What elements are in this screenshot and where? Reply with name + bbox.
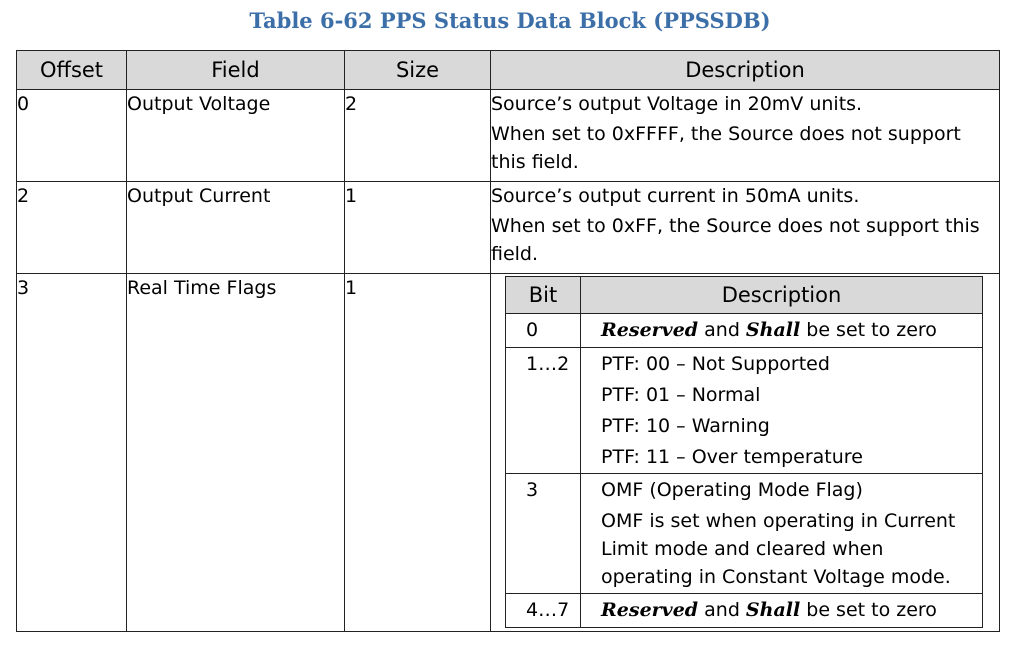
header-offset: Offset bbox=[17, 51, 127, 90]
omf-title: OMF (Operating Mode Flag) bbox=[601, 479, 863, 501]
size-cell: 2 bbox=[345, 90, 491, 182]
shall-text: Shall bbox=[745, 319, 801, 341]
and-text: and bbox=[698, 319, 746, 341]
bit-cell: 1…2 bbox=[506, 348, 581, 474]
flag-row bbox=[506, 314, 983, 348]
field-cell: Output Current bbox=[127, 182, 345, 274]
ptf-line: PTF: 10 – Warning bbox=[601, 415, 770, 437]
and-text: and bbox=[698, 599, 746, 621]
ppssdb-table bbox=[16, 50, 1000, 632]
table-row bbox=[17, 274, 1000, 632]
bit-cell: 3 bbox=[506, 474, 581, 594]
ptf-line: PTF: 01 – Normal bbox=[601, 384, 761, 406]
header-field: Field bbox=[127, 51, 345, 90]
header-size: Size bbox=[345, 51, 491, 90]
rest-text: be set to zero bbox=[800, 319, 937, 341]
size-cell: 1 bbox=[345, 182, 491, 274]
description-cell bbox=[491, 182, 1000, 274]
bit-cell: 4…7 bbox=[506, 594, 581, 628]
table-row bbox=[17, 182, 1000, 274]
table-row bbox=[17, 90, 1000, 182]
flag-row bbox=[506, 348, 983, 474]
bit-description-cell bbox=[581, 594, 983, 628]
description-cell bbox=[491, 90, 1000, 182]
header-row bbox=[17, 51, 1000, 90]
flag-row bbox=[506, 594, 983, 628]
field-cell: Output Voltage bbox=[127, 90, 345, 182]
bit-description-cell bbox=[581, 314, 983, 348]
description-line: When set to 0xFF, the Source does not support this field. bbox=[491, 215, 980, 265]
shall-text: Shall bbox=[745, 599, 801, 621]
reserved-text: Reserved bbox=[601, 319, 699, 341]
header-description: Description bbox=[491, 51, 1000, 90]
table-title: Table 6-62 PPS Status Data Block (PPSSDB) bbox=[249, 8, 771, 33]
bit-description-cell bbox=[581, 348, 983, 474]
bit-description-cell bbox=[581, 474, 983, 594]
offset-cell: 2 bbox=[17, 182, 127, 274]
bit-cell: 0 bbox=[506, 314, 581, 348]
description-line: Source’s output Voltage in 20mV units. bbox=[491, 93, 863, 115]
omf-description: OMF is set when operating in Current Limit mode and cleared when operating in Constant Voltage mode. bbox=[601, 510, 956, 588]
flags-subtable bbox=[505, 276, 983, 628]
description-cell bbox=[491, 274, 1000, 632]
field-cell: Real Time Flags bbox=[127, 274, 345, 632]
description-line: Source’s output current in 50mA units. bbox=[491, 185, 860, 207]
offset-cell: 0 bbox=[17, 90, 127, 182]
header-bit: Bit bbox=[506, 277, 581, 314]
size-cell: 1 bbox=[345, 274, 491, 632]
ptf-line: PTF: 11 – Over temperature bbox=[601, 446, 863, 468]
rest-text: be set to zero bbox=[800, 599, 937, 621]
subtable-header-row bbox=[506, 277, 983, 314]
reserved-text: Reserved bbox=[601, 599, 699, 621]
flag-row bbox=[506, 474, 983, 594]
header-bit-description: Description bbox=[581, 277, 983, 314]
description-line: When set to 0xFFFF, the Source does not support this field. bbox=[491, 123, 961, 173]
offset-cell: 3 bbox=[17, 274, 127, 632]
ptf-line: PTF: 00 – Not Supported bbox=[601, 353, 830, 375]
